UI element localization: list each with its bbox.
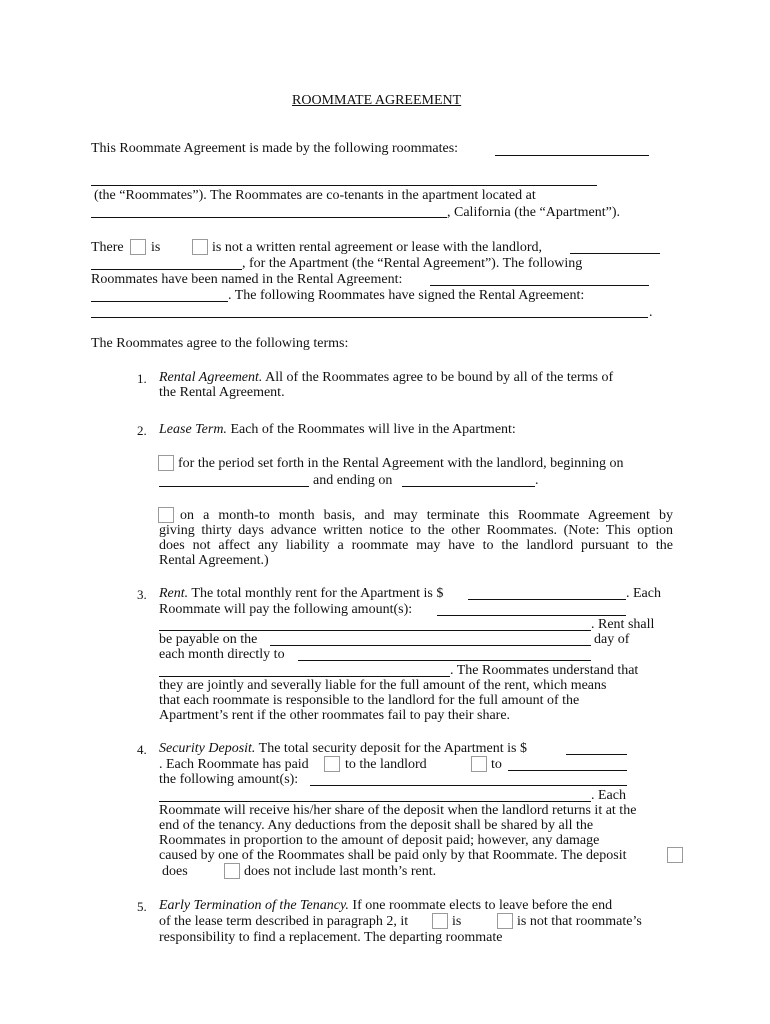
item-2-line1 <box>159 422 516 438</box>
deposit-does-not-include-checkbox[interactable] <box>224 863 240 879</box>
there-text-line4: . The following Roommates have signed the Rental Agreement: <box>228 288 585 303</box>
month-to-month-line2: giving thirty days advance written notice to the other Roommates. (Note: This option <box>159 523 673 538</box>
item-3-text: The total monthly rent for the Apartment is $ <box>188 586 444 601</box>
item-5-line1 <box>159 898 612 914</box>
month-to-month-line4: Rental Agreement.) <box>159 553 269 568</box>
item-3-heading: Rent. <box>159 586 189 601</box>
roommates-name-field-2[interactable] <box>91 185 597 186</box>
lease-period-end: . <box>535 473 539 488</box>
item-5-line3: responsibility to find a replacement. The departing roommate <box>159 930 503 945</box>
total-rent-field[interactable] <box>468 599 626 600</box>
month-to-month-line1: on a month-to month basis, and may terminate this Roommate Agreement by <box>180 508 673 523</box>
item-4-heading: Security Deposit. <box>159 741 256 756</box>
item-4-line1 <box>159 741 527 757</box>
total-deposit-field[interactable] <box>566 754 627 755</box>
item-1-line2: the Rental Agreement. <box>159 385 285 400</box>
item-3-line9: Apartment’s rent if the other roommates fail to pay their share. <box>159 708 511 723</box>
item-5-heading: Early Termination of the Tenancy. <box>159 898 349 913</box>
lease-begin-date-field[interactable] <box>159 486 309 487</box>
lease-month-to-month-checkbox[interactable] <box>158 507 174 523</box>
item-number-1: 1. <box>137 371 147 386</box>
page-title: ROOMMATE AGREEMENT <box>292 93 462 108</box>
item-3-line1 <box>159 586 443 602</box>
there-is-not-checkbox[interactable] <box>192 239 208 255</box>
deposit-recipient-field[interactable] <box>508 770 627 771</box>
apartment-address-field[interactable] <box>91 217 447 218</box>
item-4-text: The total security deposit for the Apartment is $ <box>255 741 527 756</box>
item-3-each-month: each month directly to <box>159 647 285 662</box>
there-isnot-text: is not a written rental agreement or lease with the landlord, <box>212 240 543 255</box>
rent-payee-field-1[interactable] <box>298 660 591 661</box>
item-5-text: If one roommate elects to leave before the end <box>348 898 613 913</box>
item-4-line7: Roommates in proportion to the amount of deposit paid; however, any damage <box>159 833 600 848</box>
item-4-line8: caused by one of the Roommates shall be paid only by that Roommate. The deposit <box>159 848 627 863</box>
item-4-amounts: the following amount(s): <box>159 772 299 787</box>
item-4-to-landlord: to the landlord <box>345 757 427 772</box>
item-3-understand: . The Roommates understand that <box>450 663 639 678</box>
item-4-does: does <box>162 864 188 879</box>
deposit-paid-to-other-checkbox[interactable] <box>471 756 487 772</box>
deposit-amounts-field-1[interactable] <box>310 785 627 786</box>
roommates-name-field-1[interactable] <box>495 155 649 156</box>
rent-payee-field-2[interactable] <box>159 676 450 677</box>
intro-text-line1: This Roommate Agreement is made by the following roommates: <box>91 141 459 156</box>
month-to-month-line3: does not affect any liability a roommate may have to the landlord pursuant to the <box>159 538 673 553</box>
named-roommates-field-1[interactable] <box>430 285 649 286</box>
item-number-3: 3. <box>137 587 147 602</box>
item-number-5: 5. <box>137 899 147 914</box>
named-roommates-field-2[interactable] <box>91 301 228 302</box>
item-3-payable: be payable on the <box>159 632 258 647</box>
rent-amounts-field-2[interactable] <box>159 630 591 631</box>
intro-text-line2: (the “Roommates”). The Roommates are co-tenants in the apartment located at <box>94 188 536 203</box>
item-4-to: to <box>491 757 502 772</box>
rent-due-day-field[interactable] <box>270 645 591 646</box>
item-4-each: . Each <box>591 788 626 803</box>
item-3-day-of: day of <box>594 632 630 647</box>
landlord-name-field-1[interactable] <box>570 253 660 254</box>
deposit-does-include-checkbox[interactable] <box>667 847 683 863</box>
item-3-each: . Each <box>626 586 661 601</box>
item-4-line5: Roommate will receive his/her share of the deposit when the landlord returns it at the <box>159 803 637 818</box>
item-5-line2: of the lease term described in paragraph 2, it <box>159 914 409 929</box>
replacement-is-not-checkbox[interactable] <box>497 913 513 929</box>
lease-fixed-term-text: for the period set forth in the Rental Agreement with the landlord, beginning on <box>178 456 624 471</box>
item-3-line2: Roommate will pay the following amount(s): <box>159 602 413 617</box>
deposit-amounts-field-2[interactable] <box>159 801 591 802</box>
item-number-4: 4. <box>137 742 147 757</box>
rent-amounts-field-1[interactable] <box>437 615 626 616</box>
item-number-2: 2. <box>137 423 147 438</box>
deposit-paid-to-landlord-checkbox[interactable] <box>324 756 340 772</box>
item-3-line8: that each roommate is responsible to the landlord for the full amount of the <box>159 693 580 708</box>
lease-fixed-term-checkbox[interactable] <box>158 455 174 471</box>
there-text-line2: , for the Apartment (the “Rental Agreement”). The following <box>242 256 583 271</box>
there-text-line3: Roommates have been named in the Rental Agreement: <box>91 272 403 287</box>
item-4-paid: . Each Roommate has paid <box>159 757 309 772</box>
item-1-text: All of the Roommates agree to be bound by all of the terms of <box>262 370 614 385</box>
there-is-checkbox[interactable] <box>130 239 146 255</box>
landlord-name-field-2[interactable] <box>91 269 242 270</box>
lease-and-ending-label: and ending on <box>313 473 393 488</box>
lease-end-date-field[interactable] <box>402 486 535 487</box>
item-5-is: is <box>452 914 462 929</box>
item-3-rent-shall: . Rent shall <box>591 617 655 632</box>
item-2-text: Each of the Roommates will live in the Apartment: <box>226 422 516 437</box>
item-1-line1 <box>159 370 613 386</box>
item-2-heading: Lease Term. <box>159 422 227 437</box>
there-label: There <box>91 240 124 255</box>
item-3-line7: they are jointly and severally liable for the full amount of the rent, which means <box>159 678 607 693</box>
replacement-is-checkbox[interactable] <box>432 913 448 929</box>
there-text-end: . <box>649 305 653 320</box>
item-5-is-not: is not that roommate’s <box>517 914 642 929</box>
item-4-line6: end of the tenancy. Any deductions from the deposit shall be shared by all the <box>159 818 594 833</box>
item-1-heading: Rental Agreement. <box>159 370 263 385</box>
there-is-label: is <box>151 240 161 255</box>
signed-roommates-field[interactable] <box>91 317 648 318</box>
intro-text-line3: , California (the “Apartment”). <box>447 205 620 220</box>
terms-intro: The Roommates agree to the following terms: <box>91 336 349 351</box>
item-4-does-not: does not include last month’s rent. <box>244 864 437 879</box>
